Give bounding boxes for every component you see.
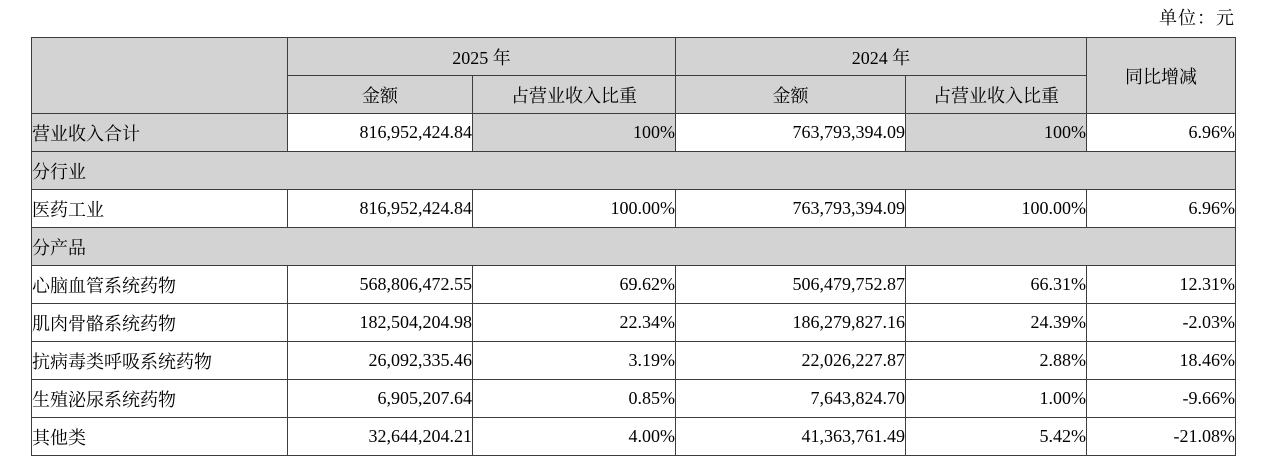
unit-label: 单位：元 — [1159, 8, 1235, 28]
cell-share-2024: 66.31% — [906, 266, 1087, 304]
revenue-breakdown-table — [31, 37, 1236, 456]
cell-yoy: 6.96% — [1087, 190, 1236, 228]
cell-amount-2024: 22,026,227.87 — [676, 342, 906, 380]
cell-amount-2025: 568,806,472.55 — [288, 266, 473, 304]
cell-amount-2025: 26,092,335.46 — [288, 342, 473, 380]
cell-share-2024: 2.88% — [906, 342, 1087, 380]
row-total-revenue — [32, 114, 1236, 152]
section-label: 分产品 — [32, 228, 1236, 266]
cell-share-2024: 100% — [906, 114, 1087, 152]
cell-yoy: -21.08% — [1087, 418, 1236, 456]
cell-share-2025: 100.00% — [473, 190, 676, 228]
cell-amount-2025: 6,905,207.64 — [288, 380, 473, 418]
cell-label: 生殖泌尿系统药物 — [32, 380, 288, 418]
cell-share-2025: 0.85% — [473, 380, 676, 418]
row-musculoskeletal-drugs — [32, 304, 1236, 342]
header-amount-2025: 金额 — [288, 76, 473, 114]
cell-yoy: -2.03% — [1087, 304, 1236, 342]
cell-share-2025: 69.62% — [473, 266, 676, 304]
cell-label: 医药工业 — [32, 190, 288, 228]
row-section-by-industry — [32, 152, 1236, 190]
cell-amount-2024: 763,793,394.09 — [676, 190, 906, 228]
header-yoy: 同比增减 — [1087, 38, 1236, 114]
row-section-by-product — [32, 228, 1236, 266]
cell-yoy: 12.31% — [1087, 266, 1236, 304]
cell-yoy: -9.66% — [1087, 380, 1236, 418]
cell-yoy: 18.46% — [1087, 342, 1236, 380]
row-other-drugs — [32, 418, 1236, 456]
cell-amount-2025: 182,504,204.98 — [288, 304, 473, 342]
cell-amount-2024: 7,643,824.70 — [676, 380, 906, 418]
cell-label: 肌肉骨骼系统药物 — [32, 304, 288, 342]
header-amount-2024: 金额 — [676, 76, 906, 114]
header-row-years — [32, 38, 1236, 76]
cell-amount-2024: 41,363,761.49 — [676, 418, 906, 456]
cell-amount-2024: 506,479,752.87 — [676, 266, 906, 304]
cell-share-2025: 3.19% — [473, 342, 676, 380]
cell-share-2024: 100.00% — [906, 190, 1087, 228]
cell-amount-2025: 816,952,424.84 — [288, 190, 473, 228]
cell-amount-2025: 32,644,204.21 — [288, 418, 473, 456]
cell-share-2025: 4.00% — [473, 418, 676, 456]
cell-amount-2024: 763,793,394.09 — [676, 114, 906, 152]
cell-share-2024: 5.42% — [906, 418, 1087, 456]
cell-share-2024: 24.39% — [906, 304, 1087, 342]
row-cardiovascular-drugs — [32, 266, 1236, 304]
row-pharma-industry — [32, 190, 1236, 228]
header-year-2024: 2024 年 — [676, 38, 1087, 76]
header-empty-cell — [32, 38, 288, 114]
cell-label: 营业收入合计 — [32, 114, 288, 152]
header-year-2025: 2025 年 — [288, 38, 676, 76]
section-label: 分行业 — [32, 152, 1236, 190]
cell-share-2025: 22.34% — [473, 304, 676, 342]
cell-label: 抗病毒类呼吸系统药物 — [32, 342, 288, 380]
cell-share-2025: 100% — [473, 114, 676, 152]
row-antiviral-respiratory-drugs — [32, 342, 1236, 380]
cell-label: 其他类 — [32, 418, 288, 456]
header-share-2024: 占营业收入比重 — [906, 76, 1087, 114]
row-genitourinary-drugs — [32, 380, 1236, 418]
cell-amount-2024: 186,279,827.16 — [676, 304, 906, 342]
header-share-2025: 占营业收入比重 — [473, 76, 676, 114]
cell-label: 心脑血管系统药物 — [32, 266, 288, 304]
cell-yoy: 6.96% — [1087, 114, 1236, 152]
cell-amount-2025: 816,952,424.84 — [288, 114, 473, 152]
cell-share-2024: 1.00% — [906, 380, 1087, 418]
